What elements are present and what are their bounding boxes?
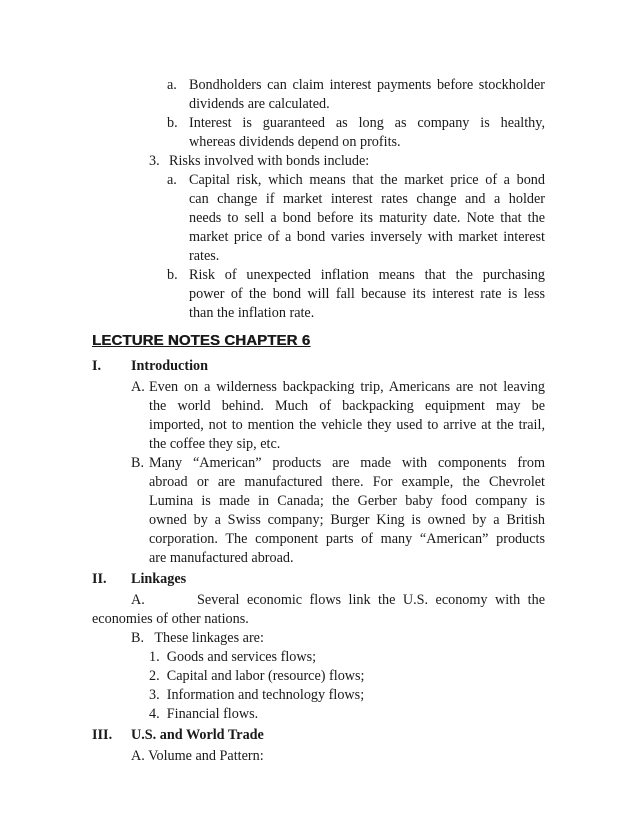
text-line: whereas dividends depend on profits. [189,134,401,150]
text-line: A. Volume and Pattern: [131,748,264,764]
text-line: needs to sell a bond before its maturity date. Note that the [189,210,545,226]
text-line: than the inflation rate. [189,305,315,321]
text-line: the world behind. Much of backpacking equipment may be [149,398,545,414]
section-title: Linkages [131,571,187,587]
list-marker: a. [167,172,177,188]
section-numeral: III. [92,727,113,743]
list-marker: b. [167,267,178,283]
list-item: 4. Financial flows. [149,706,259,722]
list-marker: a. [167,77,177,93]
list-marker: B. [131,455,145,471]
text-line: Even on a wilderness backpacking trip, Americans are not leaving [149,379,545,395]
text-line: market price of a bond varies inversely with market interest [189,229,545,245]
chapter-heading: LECTURE NOTES CHAPTER 6 [92,332,311,349]
text-line: Lumina is made in Canada; the Gerber baby food company is [149,493,545,509]
text-line: rates. [189,248,220,264]
section-title: Introduction [131,358,208,374]
text-line: are manufactured abroad. [149,550,294,566]
list-item: 3. Information and technology flows; [149,687,365,703]
list-item: 2. Capital and labor (resource) flows; [149,668,365,684]
text-line: Risk of unexpected inflation means that the purchasing [189,267,545,283]
section-numeral: I. [92,358,102,374]
text-line: Risks involved with bonds include: [169,153,370,169]
list-marker: b. [167,115,178,131]
text-line: power of the bond will fall because its interest rate is less [189,286,545,302]
list-marker: 3. [149,153,160,169]
section-numeral: II. [92,571,107,587]
text-line: Interest is guaranteed as long as company is healthy, [189,115,545,131]
text-line: A. Several economic flows link the U.S. economy with the [131,592,545,608]
text-line: imported, not to mention the vehicle they used to arrive at the trail, [149,417,545,433]
text-line: B. These linkages are: [131,630,264,646]
text-line: owned by a Swiss company; Burger King is owned by a British [149,512,545,528]
list-marker: A. [131,379,145,395]
text-line: dividends are calculated. [189,96,330,112]
text-line: can change if market interest rates change and a holder [189,191,545,207]
text-line: Many “American” products are made with components from [149,455,545,471]
text-line: abroad or are manufactured there. For example, the Chevrolet [149,474,545,490]
section-title: U.S. and World Trade [131,727,264,743]
text-line: economies of other nations. [92,611,249,627]
list-item: 1. Goods and services flows; [149,649,317,665]
text-line: Bondholders can claim interest payments before stockholder [189,77,545,93]
text-line: Capital risk, which means that the market price of a bond [189,172,545,188]
text-line: corporation. The component parts of many “American” products [149,531,545,547]
text-line: the coffee they sip, etc. [149,436,281,452]
